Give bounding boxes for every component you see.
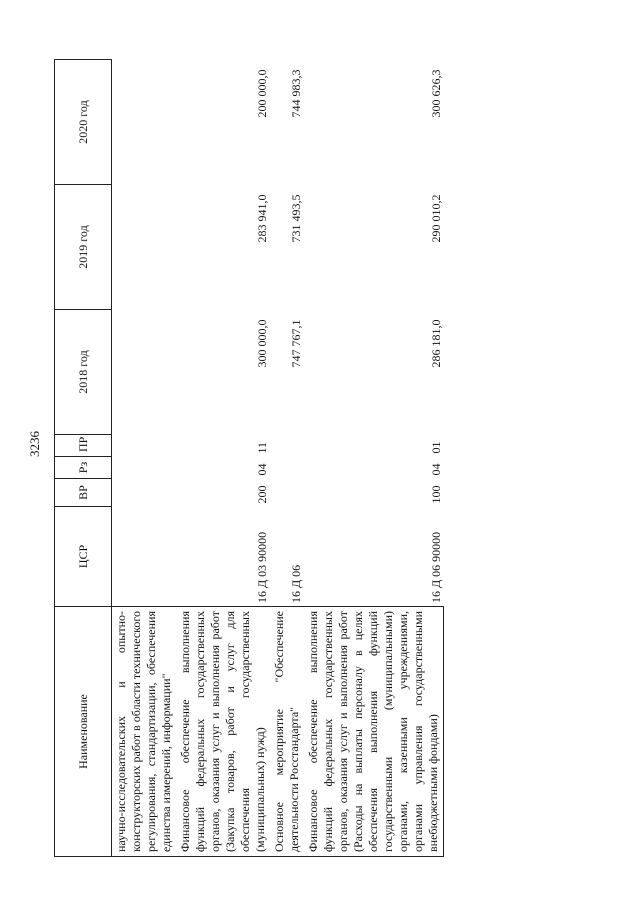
row-pr bbox=[112, 435, 177, 457]
row-name: Основное мероприятие "Обеспечение деятельности Росстандарта" bbox=[270, 607, 304, 857]
header-rz: Рз bbox=[55, 457, 112, 479]
row-vr: 200 bbox=[255, 485, 269, 504]
row-2019: 731 493,5 bbox=[289, 194, 303, 243]
row-vr: 100 bbox=[428, 485, 443, 504]
row-name: Финансовое обеспечение выполнения функций федеральных государственных органов, оказания услуг и выполнения работ (Расходы на выплаты персоналу в целях обеспечения выполнения функций государственными (муниципальными) органами, казенными учреждениями, органами управления государственными внебюджетными фондами) bbox=[304, 607, 444, 857]
page-number: 3236 bbox=[27, 431, 42, 457]
header-pr: ПР bbox=[55, 435, 112, 457]
header-name: Наименование bbox=[55, 607, 112, 857]
header-2020: 2020 год bbox=[55, 60, 112, 185]
table-row bbox=[112, 60, 177, 857]
row-2019: 283 941,0 bbox=[255, 194, 269, 243]
row-2018 bbox=[112, 310, 177, 435]
row-csr: 16 Д 06 bbox=[289, 564, 303, 603]
budget-table bbox=[54, 59, 444, 857]
row-rz bbox=[270, 457, 304, 479]
row-rz: 04 bbox=[428, 463, 443, 476]
row-2020 bbox=[112, 60, 177, 185]
table-row bbox=[270, 60, 304, 857]
row-csr: 16 Д 06 90000 bbox=[428, 531, 443, 603]
row-2018: 300 000,0 bbox=[255, 319, 269, 368]
row-csr bbox=[112, 507, 177, 607]
row-name: Финансовое обеспечение выполнения функций федеральных государственных органов, оказания услуг и выполнения работ (Закупка товаров, работ и услуг для обеспечения государственных (муниципальных) нужд) bbox=[176, 607, 270, 857]
row-2020: 200 000,0 bbox=[255, 69, 269, 118]
table-row bbox=[176, 60, 270, 857]
row-2019 bbox=[112, 185, 177, 310]
row-2020: 300 626,3 bbox=[428, 69, 443, 118]
row-vr bbox=[112, 479, 177, 507]
row-name: научно-исследовательских и опытно-конструкторских работ в области технического регулирования, стандартизации, обеспечения единства измерений, информации" bbox=[112, 607, 177, 857]
row-pr: 11 bbox=[255, 441, 269, 454]
table-header-row bbox=[55, 60, 112, 857]
row-vr bbox=[270, 479, 304, 507]
row-rz: 04 bbox=[255, 463, 269, 476]
row-2020: 744 983,3 bbox=[289, 69, 303, 118]
table-row bbox=[304, 60, 444, 857]
row-csr: 16 Д 03 90000 bbox=[255, 531, 269, 603]
row-pr: 01 bbox=[428, 441, 443, 454]
budget-table-container bbox=[54, 60, 620, 857]
row-2018: 747 767,1 bbox=[289, 319, 303, 368]
row-rz bbox=[112, 457, 177, 479]
header-vr: ВР bbox=[55, 479, 112, 507]
row-2018: 286 181,0 bbox=[428, 319, 443, 368]
row-2019: 290 010,2 bbox=[428, 194, 443, 243]
header-2019: 2019 год bbox=[55, 185, 112, 310]
header-2018: 2018 год bbox=[55, 310, 112, 435]
row-pr bbox=[270, 435, 304, 457]
header-csr: ЦСР bbox=[55, 507, 112, 607]
